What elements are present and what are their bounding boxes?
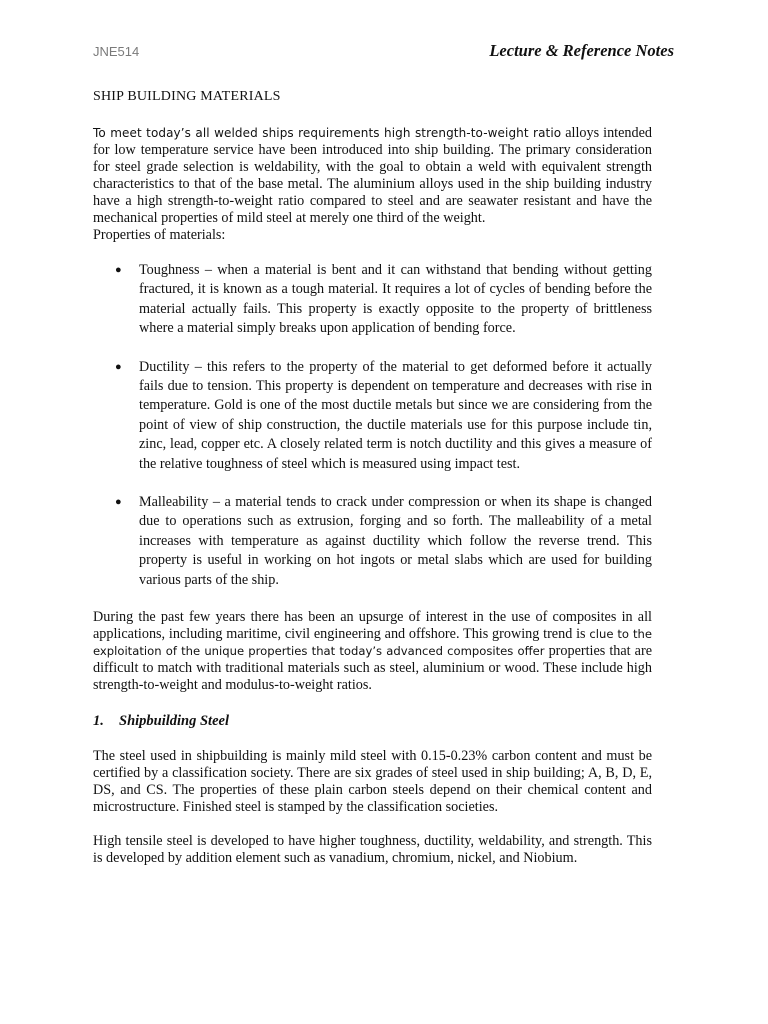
bullet-icon: ● (115, 496, 122, 509)
composites-part1: During the past few years there has been an upsurge of interest in the use of composites in all applications, including maritime, civil engineering and offshore. This growing trend is (93, 609, 652, 643)
steel-paragraph: The steel used in shipbuilding is mainly mild steel with 0.15-0.23% carbon content and must be certified by a classification society. There are six grades of steel used in ship building; A, B, D, E, DS, and CS. The properties of these plain carbon steels depend on their chemical content and microstructure. Finished steel is stamped by the classification societies. (93, 748, 652, 816)
section-heading (93, 713, 652, 730)
bullet-icon: ● (115, 264, 122, 276)
intro-first-line: To meet today’s all welded ships requirements high strength-to-weight ratio (93, 126, 562, 140)
intro-rest: alloys intended for low temperature service have been introduced into ship building. The primary consideration for steel grade selection is weldability, with the goal to obtain a weld with equivalent strength characteristics to that of the base metal. The aluminium alloys used in the ship building industry have a high strength-to-weight ratio compared to steel and are seawater resistant and have the mechanical properties of mild steel at merely one third of the weight. (93, 125, 652, 226)
list-item (93, 493, 652, 590)
list-item (93, 261, 652, 339)
document-body (93, 89, 652, 867)
property-text: Malleability – a material tends to crack under compression or when its shape is changed due to operations such as extrusion, forging and so forth. The malleability of a metal increases with temperature as against ductility which follow the reverse trend. This property is useful in working on hot ingots or metal slabs which are used for building various parts of the ship. (139, 494, 652, 588)
properties-list (93, 261, 652, 590)
bullet-icon: ● (115, 360, 122, 373)
page-title: SHIP BUILDING MATERIALS (93, 89, 281, 104)
property-text: Ductility – this refers to the property of the material to get deformed before it actually fails due to tension. This property is dependent on temperature and decreases with rise in temperature. Gold is one of the most ductile metals but since we are considering from the point of view of ship construction, the ductile materials use for this purpose include tin, zinc, lead, copper etc. A closely related term is notch ductility and this gives a measure of the relative toughness of steel which is measured using impact test. (139, 358, 652, 472)
composites-part2: clue to the exploitation of the unique properties that today’s advanced composites offer (93, 627, 652, 659)
section-title: Shipbuilding Steel (119, 713, 229, 730)
intro-paragraph (93, 125, 652, 227)
list-item (93, 358, 652, 474)
composites-part3: properties that are difficult to match with traditional materials such as steel, aluminium or wood. These include high strength-to-weight and modulus-to-weight ratios. (93, 643, 653, 694)
property-text: Toughness – when a material is bent and it can withstand that bending without getting fractured, it is known as a tough material. It requires a lot of cycles of bending before the material actually fails. This property is exactly opposite to the property of brittleness where a material simply breaks upon application of bending force. (139, 262, 652, 337)
section-number: 1. (93, 713, 104, 730)
high-tensile-paragraph: High tensile steel is developed to have higher toughness, ductility, weldability, and strength. This is developed by addition element such as vanadium, chromium, nickel, and Niobium. (93, 833, 652, 867)
properties-label: Properties of materials: (93, 227, 226, 243)
document-title: Lecture & Reference Notes (489, 41, 674, 60)
course-code: JNE514 (93, 44, 140, 59)
composites-paragraph (93, 609, 652, 694)
